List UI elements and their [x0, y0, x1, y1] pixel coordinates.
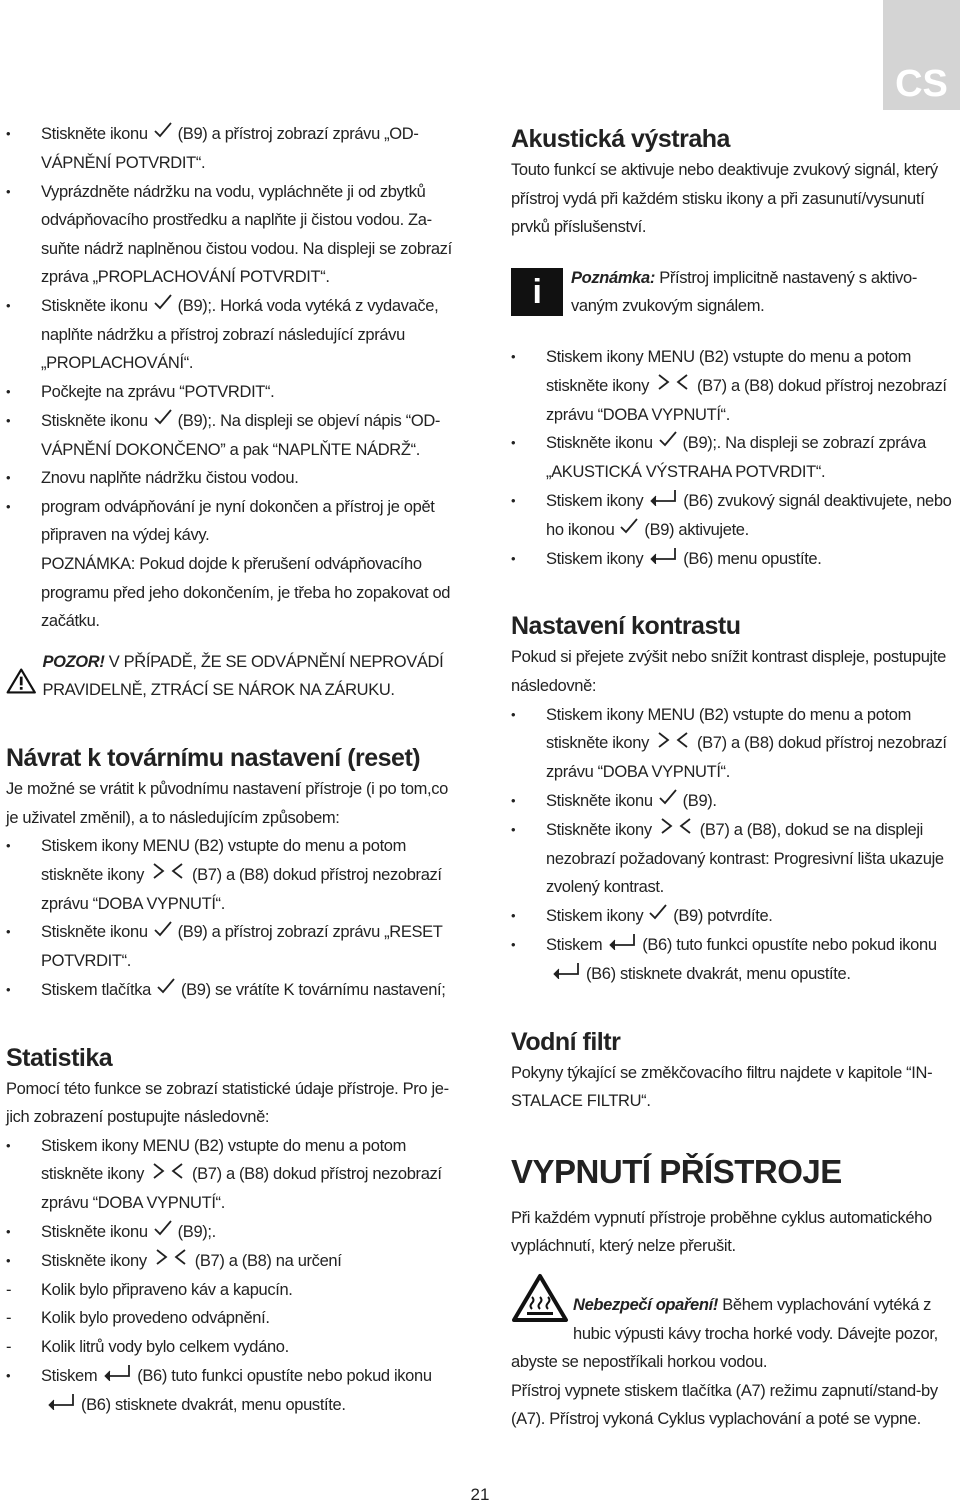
list-item [6, 407, 454, 465]
list-item-text: (B9) se vrátíte K továrnímu nastavení; [180, 980, 446, 999]
warning-text-part: V PŘÍPADĚ, ŽE SE ODVÁPNĚNÍ NEPROVÁDÍ PRAVIDELNĚ, ZTRÁCÍ SE NÁROK NA ZÁRUKU. [42, 652, 444, 700]
list-item-text: (B7) a (B8) dokud přístroj nezobrazí zprávu “DOBA VYPNUTÍ“. [546, 376, 947, 424]
check-icon [618, 516, 640, 545]
list-item-text: Stiskem [546, 935, 603, 954]
enter-icon [647, 487, 679, 516]
arrow-keys-icon [148, 861, 188, 890]
list-item-text: (B7) a (B8), dokud se na displeji nezobrazí požadovaný kontrast: Progresivní lišta ukazuje zvolený kontrast. [546, 820, 944, 897]
list-item-text: Stiskem ikony MENU (B2) vstupte do menu a potom stiskněte ikony [546, 705, 912, 753]
list-item-text: Stiskem [41, 1366, 98, 1385]
enter-icon [550, 960, 582, 989]
list-item-text: Kolik bylo připraveno káv a kapucín. [41, 1280, 293, 1299]
check-icon [152, 120, 174, 149]
list-item-text: (B9). [682, 791, 717, 810]
list-item [6, 1218, 454, 1247]
list-item-text: Počkejte na zprávu “POTVRDIT“. [41, 383, 275, 402]
list-item [6, 976, 454, 1005]
list-item [6, 493, 454, 550]
arrow-keys-icon [653, 730, 693, 759]
reset-steps-list [6, 832, 454, 1005]
list-item-text: Stiskem ikony [546, 906, 644, 925]
contrast-intro: Pokud si přejete zvýšit nebo snížit kontrast displeje, postupujte následovně: [511, 648, 946, 696]
list-item [6, 120, 454, 178]
list-item-text: (B9) potvrdíte. [673, 906, 773, 925]
warning-icon [6, 657, 36, 705]
enter-icon [606, 931, 638, 960]
language-tab: CS [883, 0, 960, 110]
acoustic-title: Akustická výstraha [511, 125, 730, 153]
list-item-text: (B7) a (B8) na určení [194, 1251, 342, 1270]
list-item-text: Stiskem ikony [546, 491, 644, 510]
contrast-title: Nastavení kontrastu [511, 612, 741, 641]
list-item-text: (B6) stisknete dvakrát, menu opustíte. [586, 964, 851, 983]
check-icon [155, 976, 177, 1005]
water-filter-title: Vodní filtr [511, 1027, 621, 1056]
enter-icon [101, 1362, 133, 1391]
reset-intro: Je možné se vrátit k původnímu nastavení přístroje (i po tom,co je uživatel změnil), a to následujícím způsobem: [6, 779, 448, 827]
list-item-text: Stiskněte ikonu [41, 296, 148, 315]
left-column [6, 120, 454, 1420]
list-item [511, 701, 957, 787]
list-item [6, 1333, 454, 1362]
list-item-text: Stiskem ikony MENU (B2) vstupte do menu a potom stiskněte ikony [41, 837, 407, 884]
page-number: 21 [470, 1485, 490, 1504]
list-item-text: (B9);. Na displeji se objeví nápis “ODVÁPNĚNÍ DOKONČENO” a pak “NAPLŇTE NÁDRŽ“. [41, 411, 441, 459]
contrast-steps-list [511, 701, 957, 989]
list-item-text: (B6) tuto funkci opustíte nebo pokud ikonu [137, 1366, 432, 1385]
list-item-text: Stiskem tlačítka [41, 980, 151, 999]
list-item-text: Znovu naplňte nádržku čistou vodou. [41, 469, 299, 488]
list-item-text: (B9);. Horká voda vytéká z vydavače, naplňte nádržku a přístroj zobrazí následující zprávu „PROPLACHOVÁNÍ“. [41, 296, 439, 373]
descaling-steps-list [6, 120, 454, 550]
list-item [6, 1304, 454, 1333]
list-item-text: Stiskněte ikonu [546, 791, 653, 810]
list-item-text: program odvápňování je nyní dokončen a přístroj je opět připraven na výdej kávy. [41, 497, 435, 545]
list-item-text: (B9) aktivujete. [644, 520, 749, 539]
warning-label: POZOR! [42, 652, 105, 671]
list-item-text: Stiskněte ikonu [41, 1223, 148, 1241]
arrow-keys-icon [653, 372, 693, 401]
list-item [6, 1276, 454, 1305]
check-icon [657, 787, 679, 816]
reset-title: Návrat k továrnímu nastavení (reset) [6, 743, 421, 772]
arrow-keys-icon [656, 816, 696, 845]
list-item-text: (B9) a přístroj zobrazí zprávu „RESET POTVRDIT“. [41, 923, 443, 971]
arrow-keys-icon [148, 1161, 188, 1190]
list-item [6, 832, 454, 918]
list-item-text: (B7) a (B8) dokud přístroj nezobrazí zprávu “DOBA VYPNUTÍ“. [546, 734, 947, 782]
list-item-text: Stiskem ikony MENU (B2) vstupte do menu a potom stiskněte ikony [41, 1136, 407, 1184]
list-item-text: (B7) a (B8) dokud přístroj nezobrazí zprávu “DOBA VYPNUTÍ“. [41, 1165, 442, 1213]
list-item-text: (B6) tuto funkci opustíte nebo pokud ikonu [642, 935, 937, 954]
note-block [511, 264, 957, 321]
list-item-text: (B9);. [177, 1223, 216, 1241]
statistics-title: Statistika [6, 1043, 113, 1072]
list-item [511, 343, 957, 429]
statistics-intro: Pomocí této funkce se zobrazí statistické údaje přístroje. Pro jejich zobrazení postupujte následovně: [6, 1079, 450, 1127]
list-item-text: Stiskněte ikonu [546, 434, 653, 453]
check-icon [152, 407, 174, 436]
check-icon [152, 919, 174, 948]
danger-label: Nebezpečí opaření! [573, 1296, 718, 1314]
acoustic-steps-list [511, 343, 957, 573]
list-item [511, 545, 957, 574]
list-item [511, 931, 957, 989]
note-label: Poznámka: [571, 268, 655, 287]
hot-surface-warning-icon [511, 1273, 569, 1323]
check-icon [647, 902, 669, 931]
list-item [511, 429, 957, 487]
enter-icon [45, 1391, 77, 1420]
info-icon: i [511, 268, 563, 316]
list-item [6, 1132, 454, 1218]
list-item-text: Vyprázdněte nádržku na vodu, vypláchněte ji od zbytků odvápňovacího prostředku a naplňte ji čistou vodou. Zasuňte nádrž naplněnou čistou vodou. Na displeji se zobrazí zpráva „PROPLACHOVÁNÍ POTVRDIT“. [41, 182, 452, 287]
list-item-text: Stiskněte ikony [41, 1251, 147, 1270]
switch-off-title: VYPNUTÍ PŘÍSTROJE [511, 1152, 842, 1190]
list-item [6, 178, 454, 292]
list-item-text: (B9);. Na displeji se zobrazí zpráva „AKUSTICKÁ VÝSTRAHA POTVRDIT“. [546, 434, 926, 482]
acoustic-text: Touto funkcí se aktivuje nebo deaktivuje zvukový signál, který přístroj vydá při každém stisku ikony a při zasunutí/vysunutí prvků příslušenství. [511, 161, 938, 237]
check-icon [152, 1218, 174, 1247]
list-item [6, 292, 454, 378]
statistics-steps-list [6, 1132, 454, 1420]
list-item-text: Kolik bylo provedeno odvápnění. [41, 1309, 270, 1328]
switch-off-text-2: Přístroj vypnete stiskem tlačítka (A7) režimu zapnutí/stand-by (A7). Přístroj vykoná Cyklus vyplachování a poté se vypne. [511, 1381, 938, 1429]
list-item-text: Stiskněte ikonu [41, 125, 148, 143]
list-item-text: Stiskem ikony [546, 549, 644, 568]
list-item [511, 902, 957, 931]
list-item-text: Stiskem ikony MENU (B2) vstupte do menu a potom stiskněte ikony [546, 347, 912, 395]
note-text: Přístroj implicitně nastavený s aktivovaným zvukovým signálem. [571, 268, 918, 316]
list-item-text: Stiskněte ikonu [41, 411, 148, 430]
list-item [511, 487, 957, 545]
danger-block [511, 1273, 957, 1377]
list-item [6, 464, 454, 493]
list-item-text: Stiskněte ikony [546, 820, 652, 839]
list-item [511, 816, 957, 902]
danger-text: Během vyplachování vytéká z hubic výpusti kávy trocha horké vody. Dávejte pozor, abyste se nepostříkali horkou vodou. [511, 1296, 938, 1372]
descaling-note: POZNÁMKA: Pokud dojde k přerušení odvápňovacího programu před jeho dokončením, je třeba ho zopakovat od začátku. [41, 554, 451, 631]
list-item [6, 378, 454, 407]
check-icon [152, 292, 174, 321]
list-item-text: Kolik litrů vody bylo celkem vydáno. [41, 1338, 289, 1357]
check-icon [657, 429, 679, 458]
right-column [511, 122, 957, 1434]
list-item [6, 918, 454, 976]
list-item [6, 1362, 454, 1420]
list-item-text: Stiskněte ikonu [41, 923, 148, 942]
list-item-text: (B7) a (B8) dokud přístroj nezobrazí zprávu “DOBA VYPNUTÍ“. [41, 865, 442, 913]
warning-block [6, 648, 454, 705]
arrow-keys-icon [151, 1247, 191, 1276]
list-item-text: (B6) stisknete dvakrát, menu opustíte. [81, 1395, 346, 1414]
water-filter-text: Pokyny týkající se změkčovacího filtru najdete v kapitole “INSTALACE FILTRU“. [511, 1063, 933, 1111]
list-item [6, 1247, 454, 1276]
list-item-text: (B9) a přístroj zobrazí zprávu „ODVÁPNĚNÍ POTVRDIT“. [41, 125, 419, 172]
enter-icon [647, 545, 679, 574]
list-item [511, 787, 957, 816]
list-item-text: (B6) menu opustíte. [683, 549, 822, 568]
list-item-text: (B6) zvukový signál deaktivujete, nebo ho ikonou [546, 491, 952, 539]
switch-off-text: Při každém vypnutí přístroje proběhne cyklus automatického vypláchnutí, který nelze přerušit. [511, 1208, 932, 1256]
